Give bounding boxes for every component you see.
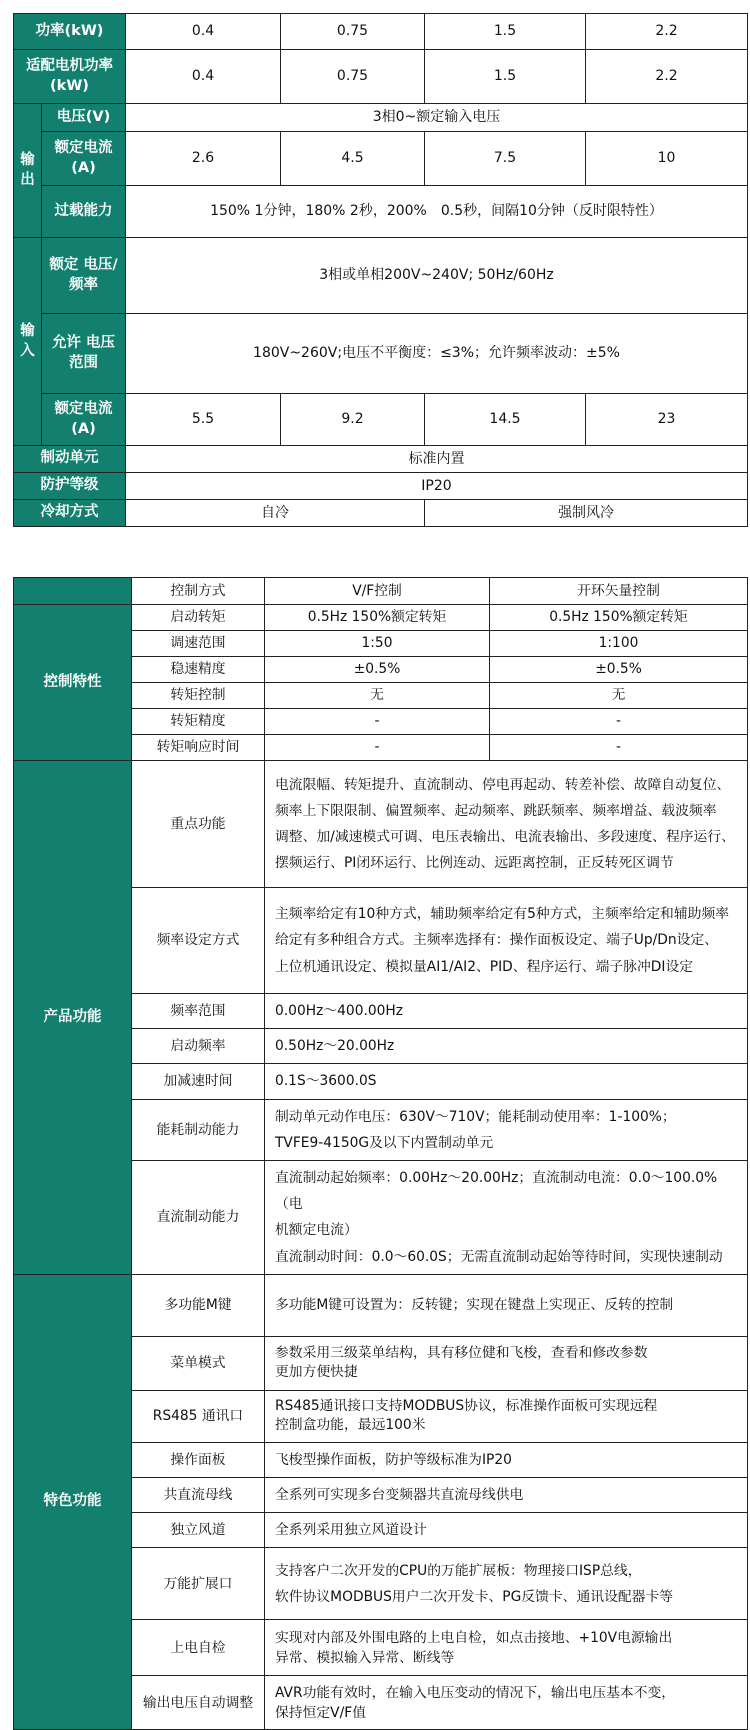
feature-label: 万能扩展口 (132, 1548, 265, 1620)
features-group-label: 特色功能 (14, 1274, 132, 1730)
output-voltage-label: 电压(V) (42, 104, 126, 132)
input-current-value: 5.5 (126, 394, 281, 446)
feature-value: AVR功能有效时，在输入电压变动的情况下，输出电压基本不变， 保持恒定V/F值 (265, 1676, 748, 1730)
input-current-label: 额定电流 (A) (42, 394, 126, 446)
control-ov-value: 无 (490, 683, 748, 709)
power-value: 0.4 (126, 14, 281, 50)
key-functions-label: 重点功能 (132, 761, 265, 888)
control-ov-value: 1:100 (490, 631, 748, 657)
output-voltage-value: 3相0~额定输入电压 (126, 104, 748, 132)
power-value: 0.75 (281, 14, 425, 50)
table-row (14, 605, 748, 631)
start-freq-value: 0.50Hz～20.00Hz (265, 1029, 748, 1064)
table-row (14, 50, 748, 104)
table-row (14, 186, 748, 238)
table-row (14, 394, 748, 446)
accel-time-value: 0.1S～3600.0S (265, 1064, 748, 1099)
input-current-value: 23 (586, 394, 748, 446)
feature-label: RS485 通讯口 (132, 1390, 265, 1442)
control-features-table (13, 577, 748, 1730)
feature-value: 实现对内部及外围电路的上电自检，如点击接地、+10V电源输出 异常、模拟输入异常、断线等 (265, 1620, 748, 1676)
control-ov-value: 0.5Hz 150%额定转矩 (490, 605, 748, 631)
control-vf-value: 1:50 (265, 631, 490, 657)
motor-power-value: 0.4 (126, 50, 281, 104)
control-row-label: 稳速精度 (132, 657, 265, 683)
header-control-mode: 控制方式 (132, 578, 265, 605)
start-freq-label: 启动频率 (132, 1029, 265, 1064)
control-vf-value: 0.5Hz 150%额定转矩 (265, 605, 490, 631)
accel-time-label: 加减速时间 (132, 1064, 265, 1099)
cooling-label: 冷却方式 (14, 500, 126, 527)
freq-range-value: 0.00Hz～400.00Hz (265, 994, 748, 1029)
freq-range-label: 频率范围 (132, 994, 265, 1029)
control-group-label: 控制特性 (14, 605, 132, 761)
key-functions-value: 电流限幅、转矩提升、直流制动、停电再起动、转差补偿、故障自动复位、 频率上下限限制、偏置频率、起动频率、跳跃频率、频率增益、载波频率 调整、加/减速模式可调、电压表输出、电流表输出、多段速度、程序运行、 摆频运行、PI闭环运行、比例连动、远距离控制，正反转死区调节 (265, 761, 748, 888)
dc-brake-label: 直流制动能力 (132, 1161, 265, 1275)
dynamic-brake-label: 能耗制动能力 (132, 1099, 265, 1160)
input-voltage-freq-label: 额定 电压/频率 (42, 238, 126, 314)
control-ov-value: - (490, 735, 748, 761)
control-vf-value: ±0.5% (265, 657, 490, 683)
control-vf-value: 无 (265, 683, 490, 709)
control-row-label: 转矩响应时间 (132, 735, 265, 761)
control-row-label: 启动转矩 (132, 605, 265, 631)
feature-label: 上电自检 (132, 1620, 265, 1676)
control-vf-value: - (265, 735, 490, 761)
feature-value: 全系列可实现多台变频器共直流母线供电 (265, 1478, 748, 1513)
table-row (14, 132, 748, 186)
dc-brake-value: 直流制动起始频率：0.00Hz～20.00Hz；直流制动电流：0.0～100.0%（电 机额定电流） 直流制动时间：0.0～60.0S；无需直流制动起始等待时间，实现快速制动 (265, 1161, 748, 1275)
brake-unit-label: 制动单元 (14, 446, 126, 473)
motor-power-value: 0.75 (281, 50, 425, 104)
table-row (14, 500, 748, 527)
power-label: 功率(kW) (14, 14, 126, 50)
feature-value: RS485通讯接口支持MODBUS协议，标准操作面板可实现远程 控制盒功能，最远100米 (265, 1390, 748, 1442)
control-ov-value: - (490, 709, 748, 735)
output-current-label: 额定电流 (A) (42, 132, 126, 186)
input-group-label: 输入 (14, 238, 42, 446)
table-row (14, 14, 748, 50)
output-current-value: 7.5 (425, 132, 586, 186)
control-row-label: 转矩控制 (132, 683, 265, 709)
cooling-value: 强制风冷 (425, 500, 748, 527)
header-empty (14, 578, 132, 605)
feature-value: 多功能M键可设置为：反转键；实现在键盘上实现正、反转的控制 (265, 1274, 748, 1336)
motor-power-value: 1.5 (425, 50, 586, 104)
control-row-label: 调速范围 (132, 631, 265, 657)
header-open-vector: 开环矢量控制 (490, 578, 748, 605)
freq-setting-value: 主频率给定有10种方式，辅助频率给定有5种方式，主频率给定和辅助频率 给定有多种组合方式。主频率选择有：操作面板设定、端子Up/Dn设定、 上位机通讯设定、模拟量AI1/AI2、PID、程序运行、端子脉冲DI设定 (265, 888, 748, 994)
table-row (14, 761, 748, 888)
feature-label: 操作面板 (132, 1442, 265, 1477)
power-value: 1.5 (425, 14, 586, 50)
table-row (14, 238, 748, 314)
feature-value: 全系列采用独立风道设计 (265, 1513, 748, 1548)
product-group-label: 产品功能 (14, 761, 132, 1275)
input-current-value: 14.5 (425, 394, 586, 446)
feature-label: 菜单模式 (132, 1336, 265, 1390)
feature-label: 共直流母线 (132, 1478, 265, 1513)
header-vf-control: V/F控制 (265, 578, 490, 605)
output-current-value: 2.6 (126, 132, 281, 186)
feature-value: 飞梭型操作面板，防护等级标准为IP20 (265, 1442, 748, 1477)
feature-value: 支持客户二次开发的CPU的万能扩展板：物理接口ISP总线， 软件协议MODBUS用户二次开发卡、PG反馈卡、通讯设配器卡等 (265, 1548, 748, 1620)
power-value: 2.2 (586, 14, 748, 50)
input-voltage-range-value: 180V~260V;电压不平衡度：≤3%；允许频率波动：±5% (126, 314, 748, 394)
protection-label: 防护等级 (14, 473, 126, 500)
control-ov-value: ±0.5% (490, 657, 748, 683)
control-vf-value: - (265, 709, 490, 735)
table-row (14, 446, 748, 473)
cooling-value: 自冷 (126, 500, 425, 527)
feature-label: 独立风道 (132, 1513, 265, 1548)
control-row-label: 转矩精度 (132, 709, 265, 735)
table-row (14, 1274, 748, 1336)
protection-value: IP20 (126, 473, 748, 500)
brake-unit-value: 标准内置 (126, 446, 748, 473)
feature-label: 输出电压自动调整 (132, 1676, 265, 1730)
table-row (14, 104, 748, 132)
overload-label: 过载能力 (42, 186, 126, 238)
dynamic-brake-value: 制动单元动作电压：630V～710V；能耗制动使用率：1-100%； TVFE9-4150G及以下内置制动单元 (265, 1099, 748, 1160)
output-group-label: 输出 (14, 104, 42, 238)
output-current-value: 10 (586, 132, 748, 186)
feature-label: 多功能M键 (132, 1274, 265, 1336)
overload-value: 150% 1分钟，180% 2秒，200% 0.5秒，间隔10分钟（反时限特性） (126, 186, 748, 238)
table-row (14, 473, 748, 500)
rated-specs-table (13, 13, 748, 527)
motor-power-label: 适配电机功率 (kW) (14, 50, 126, 104)
table-row (14, 314, 748, 394)
output-current-value: 4.5 (281, 132, 425, 186)
table-row (14, 578, 748, 605)
freq-setting-label: 频率设定方式 (132, 888, 265, 994)
input-voltage-freq-value: 3相或单相200V~240V; 50Hz/60Hz (126, 238, 748, 314)
feature-value: 参数采用三级菜单结构，具有移位健和飞梭，查看和修改参数 更加方便快捷 (265, 1336, 748, 1390)
input-current-value: 9.2 (281, 394, 425, 446)
input-voltage-range-label: 允许 电压范围 (42, 314, 126, 394)
motor-power-value: 2.2 (586, 50, 748, 104)
